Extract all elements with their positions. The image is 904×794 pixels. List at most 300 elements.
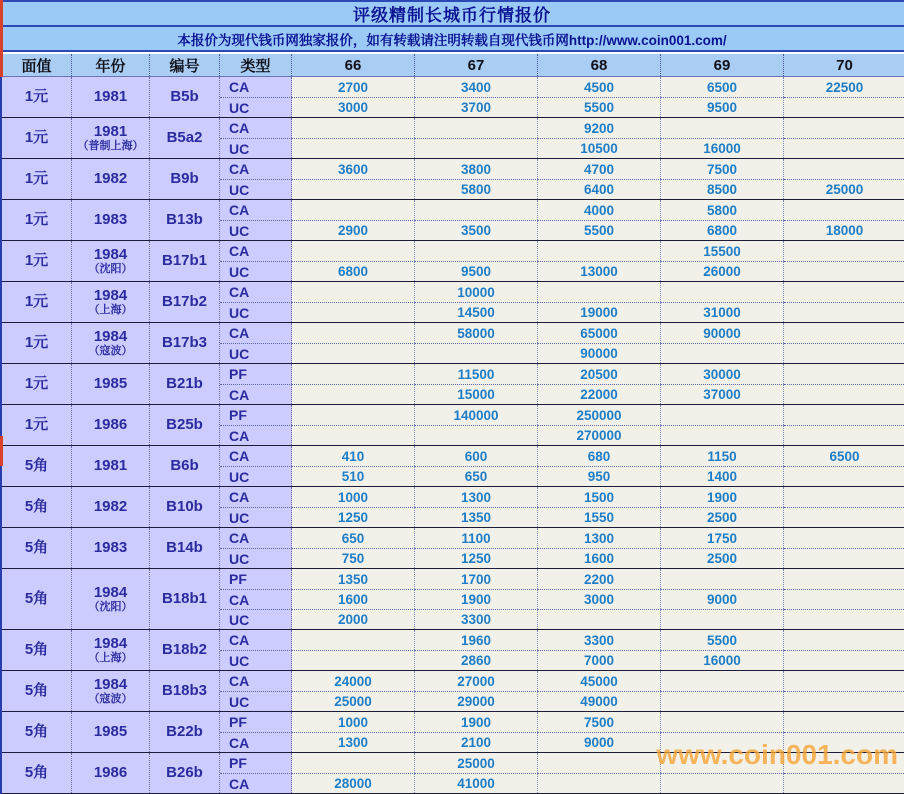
price-cell-B6b-UC-69: 1400 xyxy=(661,466,784,486)
coin-group-B22b xyxy=(2,712,904,753)
price-cell-B17b1-CA-67 xyxy=(415,241,538,261)
year-cell xyxy=(72,630,150,670)
price-cell-B5b-CA-68: 4500 xyxy=(538,77,661,97)
price-cell-B5b-UC-68: 5500 xyxy=(538,97,661,117)
type-cell-B21b-CA: CA xyxy=(220,384,292,404)
year-text: 1984 xyxy=(93,328,128,346)
price-cell-B14b-UC-70 xyxy=(784,548,904,568)
year-text: 1984 xyxy=(93,635,128,653)
price-cell-B18b3-CA-66: 24000 xyxy=(292,671,415,691)
price-cell-B17b1-UC-66: 6800 xyxy=(292,261,415,281)
type-cell-B5a2-UC: UC xyxy=(220,138,292,158)
price-cell-B6b-UC-68: 950 xyxy=(538,466,661,486)
price-cell-B9b-UC-70: 25000 xyxy=(784,179,904,199)
year-text: 1982 xyxy=(93,498,128,516)
price-cell-B18b1-UC-70 xyxy=(784,609,904,629)
type-cell-B6b-UC: UC xyxy=(220,466,292,486)
price-cell-B9b-UC-69: 8500 xyxy=(661,179,784,199)
price-cell-B18b1-CA-66: 1600 xyxy=(292,589,415,609)
face-value-cell: 1元 xyxy=(2,405,72,445)
type-cell-B5a2-CA: CA xyxy=(220,118,292,138)
coin-group-B6b xyxy=(2,446,904,487)
price-cell-B14b-CA-69: 1750 xyxy=(661,528,784,548)
price-cell-B17b2-UC-70 xyxy=(784,302,904,322)
code-cell: B17b3 xyxy=(150,323,220,363)
mint-note: （寇波） xyxy=(88,693,133,706)
price-cell-B17b3-UC-67 xyxy=(415,343,538,363)
price-cell-B17b1-CA-69: 15500 xyxy=(661,241,784,261)
type-cell-B17b1-CA: CA xyxy=(220,241,292,261)
price-cell-B25b-CA-69 xyxy=(661,425,784,445)
code-cell: B6b xyxy=(150,446,220,486)
type-cell-B10b-UC: UC xyxy=(220,507,292,527)
type-cell-B5b-UC: UC xyxy=(220,97,292,117)
code-cell: B25b xyxy=(150,405,220,445)
price-cell-B18b2-CA-66 xyxy=(292,630,415,650)
price-cell-B21b-CA-68: 22000 xyxy=(538,384,661,404)
year-text: 1986 xyxy=(93,416,128,434)
price-cell-B5b-UC-70 xyxy=(784,97,904,117)
price-cell-B18b1-CA-68: 3000 xyxy=(538,589,661,609)
price-cell-B10b-UC-70 xyxy=(784,507,904,527)
price-cell-B17b1-CA-68 xyxy=(538,241,661,261)
year-cell xyxy=(72,241,150,281)
price-cell-B21b-CA-69: 37000 xyxy=(661,384,784,404)
type-cell-B22b-CA: CA xyxy=(220,732,292,752)
price-cell-B22b-CA-70 xyxy=(784,732,904,752)
price-cell-B22b-PF-66: 1000 xyxy=(292,712,415,732)
price-cell-B18b1-PF-69 xyxy=(661,569,784,589)
price-cell-B18b3-UC-68: 49000 xyxy=(538,691,661,711)
type-cell-B18b1-CA: CA xyxy=(220,589,292,609)
price-cell-B18b2-UC-69: 16000 xyxy=(661,650,784,670)
price-cell-B5b-CA-70: 22500 xyxy=(784,77,904,97)
price-cell-B17b3-CA-68: 65000 xyxy=(538,323,661,343)
type-cell-B10b-CA: CA xyxy=(220,487,292,507)
price-cell-B5a2-CA-68: 9200 xyxy=(538,118,661,138)
code-cell: B10b xyxy=(150,487,220,527)
coin-group-B10b xyxy=(2,487,904,528)
price-cell-B26b-PF-69 xyxy=(661,753,784,773)
year-cell xyxy=(72,282,150,322)
year-cell xyxy=(72,712,150,752)
year-text: 1981 xyxy=(93,123,128,141)
price-cell-B13b-UC-66: 2900 xyxy=(292,220,415,240)
mint-note: （寇波） xyxy=(88,345,133,358)
price-cell-B14b-UC-67: 1250 xyxy=(415,548,538,568)
price-cell-B17b3-CA-70 xyxy=(784,323,904,343)
price-cell-B13b-UC-69: 6800 xyxy=(661,220,784,240)
price-cell-B26b-CA-69 xyxy=(661,773,784,793)
coin-group-B5b xyxy=(2,77,904,118)
column-header-67: 67 xyxy=(415,54,538,76)
price-cell-B5b-UC-67: 3700 xyxy=(415,97,538,117)
column-header-70: 70 xyxy=(784,54,904,76)
face-value-cell: 5角 xyxy=(2,569,72,629)
price-cell-B5a2-UC-69: 16000 xyxy=(661,138,784,158)
price-cell-B21b-CA-66 xyxy=(292,384,415,404)
price-cell-B22b-PF-68: 7500 xyxy=(538,712,661,732)
price-cell-B14b-CA-66: 650 xyxy=(292,528,415,548)
price-cell-B17b3-CA-69: 90000 xyxy=(661,323,784,343)
price-cell-B14b-UC-66: 750 xyxy=(292,548,415,568)
price-cell-B6b-CA-68: 680 xyxy=(538,446,661,466)
price-cell-B5b-UC-69: 9500 xyxy=(661,97,784,117)
price-cell-B22b-CA-66: 1300 xyxy=(292,732,415,752)
price-cell-B13b-CA-69: 5800 xyxy=(661,200,784,220)
price-cell-B26b-CA-67: 41000 xyxy=(415,773,538,793)
year-cell xyxy=(72,671,150,711)
coin-group-B9b xyxy=(2,159,904,200)
coin-group-B18b1 xyxy=(2,569,904,630)
price-cell-B17b3-UC-66 xyxy=(292,343,415,363)
mint-note: （沈阳） xyxy=(88,263,133,276)
price-cell-B18b3-UC-66: 25000 xyxy=(292,691,415,711)
type-cell-B18b3-CA: CA xyxy=(220,671,292,691)
type-cell-B17b3-UC: UC xyxy=(220,343,292,363)
price-cell-B26b-PF-70 xyxy=(784,753,904,773)
face-value-cell: 1元 xyxy=(2,323,72,363)
price-cell-B9b-CA-66: 3600 xyxy=(292,159,415,179)
price-cell-B9b-UC-68: 6400 xyxy=(538,179,661,199)
price-cell-B5a2-UC-67 xyxy=(415,138,538,158)
face-value-cell: 5角 xyxy=(2,528,72,568)
year-text: 1984 xyxy=(93,287,128,305)
price-cell-B17b3-UC-68: 90000 xyxy=(538,343,661,363)
type-cell-B13b-CA: CA xyxy=(220,200,292,220)
year-text: 1983 xyxy=(93,211,128,229)
price-cell-B17b1-CA-70 xyxy=(784,241,904,261)
type-cell-B22b-PF: PF xyxy=(220,712,292,732)
face-value-cell: 5角 xyxy=(2,671,72,711)
face-value-cell: 1元 xyxy=(2,159,72,199)
price-cell-B18b1-PF-68: 2200 xyxy=(538,569,661,589)
price-cell-B22b-PF-67: 1900 xyxy=(415,712,538,732)
price-cell-B25b-PF-68: 250000 xyxy=(538,405,661,425)
type-cell-B9b-UC: UC xyxy=(220,179,292,199)
price-cell-B18b1-UC-69 xyxy=(661,609,784,629)
price-cell-B17b3-CA-66 xyxy=(292,323,415,343)
price-cell-B5a2-CA-69 xyxy=(661,118,784,138)
column-header-编号: 编号 xyxy=(150,54,220,76)
price-cell-B13b-UC-70: 18000 xyxy=(784,220,904,240)
price-cell-B18b1-UC-67: 3300 xyxy=(415,609,538,629)
price-cell-B17b2-UC-66 xyxy=(292,302,415,322)
price-cell-B14b-CA-70 xyxy=(784,528,904,548)
price-cell-B25b-CA-67 xyxy=(415,425,538,445)
page-title: 评级精制长城币行情报价 xyxy=(0,0,904,27)
price-cell-B10b-CA-68: 1500 xyxy=(538,487,661,507)
type-cell-B26b-PF: PF xyxy=(220,753,292,773)
price-cell-B25b-PF-67: 140000 xyxy=(415,405,538,425)
price-cell-B13b-CA-70 xyxy=(784,200,904,220)
price-cell-B21b-CA-70 xyxy=(784,384,904,404)
coin-group-B25b xyxy=(2,405,904,446)
price-cell-B26b-CA-68 xyxy=(538,773,661,793)
price-cell-B17b1-UC-69: 26000 xyxy=(661,261,784,281)
price-cell-B18b1-CA-67: 1900 xyxy=(415,589,538,609)
price-cell-B18b1-UC-66: 2000 xyxy=(292,609,415,629)
year-text: 1985 xyxy=(93,375,128,393)
price-cell-B18b2-UC-68: 7000 xyxy=(538,650,661,670)
face-value-cell: 1元 xyxy=(2,364,72,404)
table-header-row xyxy=(0,54,904,77)
price-cell-B18b2-CA-67: 1960 xyxy=(415,630,538,650)
price-cell-B6b-UC-70 xyxy=(784,466,904,486)
price-cell-B25b-CA-68: 270000 xyxy=(538,425,661,445)
column-header-66: 66 xyxy=(292,54,415,76)
price-cell-B18b1-PF-67: 1700 xyxy=(415,569,538,589)
price-cell-B17b2-CA-68 xyxy=(538,282,661,302)
price-cell-B10b-CA-70 xyxy=(784,487,904,507)
price-cell-B22b-PF-69 xyxy=(661,712,784,732)
face-value-cell: 1元 xyxy=(2,118,72,158)
mint-note: （上海） xyxy=(88,304,133,317)
price-cell-B18b3-CA-69 xyxy=(661,671,784,691)
coin-group-B26b xyxy=(2,753,904,794)
red-left-accent-mid xyxy=(0,436,3,466)
price-cell-B17b3-UC-70 xyxy=(784,343,904,363)
year-cell xyxy=(72,77,150,117)
type-cell-B25b-PF: PF xyxy=(220,405,292,425)
price-cell-B14b-CA-68: 1300 xyxy=(538,528,661,548)
price-cell-B10b-UC-66: 1250 xyxy=(292,507,415,527)
type-cell-B18b1-UC: UC xyxy=(220,609,292,629)
year-cell xyxy=(72,528,150,568)
price-cell-B18b1-PF-66: 1350 xyxy=(292,569,415,589)
type-cell-B17b2-CA: CA xyxy=(220,282,292,302)
year-text: 1986 xyxy=(93,764,128,782)
price-cell-B18b3-CA-70 xyxy=(784,671,904,691)
face-value-cell: 5角 xyxy=(2,487,72,527)
face-value-cell: 5角 xyxy=(2,630,72,670)
column-header-68: 68 xyxy=(538,54,661,76)
year-cell xyxy=(72,364,150,404)
price-cell-B13b-CA-66 xyxy=(292,200,415,220)
coin-group-B17b1 xyxy=(2,241,904,282)
price-cell-B18b2-UC-67: 2860 xyxy=(415,650,538,670)
code-cell: B5b xyxy=(150,77,220,117)
price-cell-B21b-PF-67: 11500 xyxy=(415,364,538,384)
price-cell-B25b-PF-70 xyxy=(784,405,904,425)
year-text: 1985 xyxy=(93,723,128,741)
column-header-69: 69 xyxy=(661,54,784,76)
price-cell-B26b-CA-66: 28000 xyxy=(292,773,415,793)
face-value-cell: 1元 xyxy=(2,282,72,322)
price-cell-B6b-CA-69: 1150 xyxy=(661,446,784,466)
code-cell: B18b2 xyxy=(150,630,220,670)
coin-group-B14b xyxy=(2,528,904,569)
year-cell xyxy=(72,753,150,793)
price-cell-B9b-UC-67: 5800 xyxy=(415,179,538,199)
year-text: 1982 xyxy=(93,170,128,188)
code-cell: B17b2 xyxy=(150,282,220,322)
price-cell-B17b2-CA-69 xyxy=(661,282,784,302)
price-cell-B5b-CA-66: 2700 xyxy=(292,77,415,97)
face-value-cell: 1元 xyxy=(2,241,72,281)
price-cell-B17b2-UC-67: 14500 xyxy=(415,302,538,322)
type-cell-B18b3-UC: UC xyxy=(220,691,292,711)
coin-group-B17b3 xyxy=(2,323,904,364)
page-subtitle: 本报价为现代钱币网独家报价，如有转载请注明转载自现代钱币网http://www.coin001.com/ xyxy=(0,27,904,52)
price-cell-B14b-CA-67: 1100 xyxy=(415,528,538,548)
price-cell-B9b-CA-68: 4700 xyxy=(538,159,661,179)
price-cell-B25b-PF-69 xyxy=(661,405,784,425)
year-text: 1984 xyxy=(93,246,128,264)
price-cell-B17b1-CA-66 xyxy=(292,241,415,261)
price-cell-B10b-UC-68: 1550 xyxy=(538,507,661,527)
price-cell-B21b-CA-67: 15000 xyxy=(415,384,538,404)
price-cell-B18b1-UC-68 xyxy=(538,609,661,629)
price-cell-B5a2-CA-70 xyxy=(784,118,904,138)
code-cell: B5a2 xyxy=(150,118,220,158)
code-cell: B13b xyxy=(150,200,220,240)
price-cell-B25b-CA-70 xyxy=(784,425,904,445)
price-cell-B13b-CA-68: 4000 xyxy=(538,200,661,220)
price-cell-B10b-CA-69: 1900 xyxy=(661,487,784,507)
price-cell-B17b2-CA-67: 10000 xyxy=(415,282,538,302)
type-cell-B17b1-UC: UC xyxy=(220,261,292,281)
type-cell-B25b-CA: CA xyxy=(220,425,292,445)
price-cell-B18b1-PF-70 xyxy=(784,569,904,589)
price-cell-B5b-CA-69: 6500 xyxy=(661,77,784,97)
price-cell-B6b-UC-67: 650 xyxy=(415,466,538,486)
price-cell-B21b-PF-68: 20500 xyxy=(538,364,661,384)
code-cell: B18b3 xyxy=(150,671,220,711)
price-cell-B25b-PF-66 xyxy=(292,405,415,425)
table-body xyxy=(0,77,904,794)
price-cell-B22b-CA-69 xyxy=(661,732,784,752)
column-header-面值: 面值 xyxy=(2,54,72,76)
price-cell-B17b3-CA-67: 58000 xyxy=(415,323,538,343)
red-left-accent-top xyxy=(0,0,3,77)
type-cell-B26b-CA: CA xyxy=(220,773,292,793)
price-cell-B9b-CA-67: 3800 xyxy=(415,159,538,179)
price-cell-B18b1-CA-69: 9000 xyxy=(661,589,784,609)
price-cell-B18b3-CA-68: 45000 xyxy=(538,671,661,691)
price-cell-B18b2-CA-70 xyxy=(784,630,904,650)
price-cell-B5a2-CA-66 xyxy=(292,118,415,138)
face-value-cell: 5角 xyxy=(2,712,72,752)
coin-group-B5a2 xyxy=(2,118,904,159)
price-cell-B17b2-CA-70 xyxy=(784,282,904,302)
price-cell-B5a2-UC-70 xyxy=(784,138,904,158)
price-cell-B21b-PF-70 xyxy=(784,364,904,384)
year-cell xyxy=(72,159,150,199)
price-cell-B6b-UC-66: 510 xyxy=(292,466,415,486)
code-cell: B9b xyxy=(150,159,220,199)
year-cell xyxy=(72,118,150,158)
price-cell-B18b2-CA-68: 3300 xyxy=(538,630,661,650)
price-cell-B5b-UC-66: 3000 xyxy=(292,97,415,117)
code-cell: B14b xyxy=(150,528,220,568)
coin-group-B21b xyxy=(2,364,904,405)
type-cell-B18b2-CA: CA xyxy=(220,630,292,650)
price-cell-B18b3-CA-67: 27000 xyxy=(415,671,538,691)
price-cell-B13b-UC-68: 5500 xyxy=(538,220,661,240)
price-cell-B5a2-UC-66 xyxy=(292,138,415,158)
price-cell-B17b1-UC-70 xyxy=(784,261,904,281)
price-cell-B6b-CA-70: 6500 xyxy=(784,446,904,466)
type-cell-B9b-CA: CA xyxy=(220,159,292,179)
price-cell-B26b-PF-67: 25000 xyxy=(415,753,538,773)
price-cell-B9b-UC-66 xyxy=(292,179,415,199)
price-cell-B9b-CA-69: 7500 xyxy=(661,159,784,179)
year-text: 1981 xyxy=(93,457,128,475)
price-cell-B26b-PF-68 xyxy=(538,753,661,773)
mint-note: （普制上海） xyxy=(77,140,144,153)
coin-group-B18b3 xyxy=(2,671,904,712)
code-cell: B26b xyxy=(150,753,220,793)
year-cell xyxy=(72,569,150,629)
price-cell-B17b2-CA-66 xyxy=(292,282,415,302)
price-cell-B18b3-UC-70 xyxy=(784,691,904,711)
type-cell-B6b-CA: CA xyxy=(220,446,292,466)
type-cell-B14b-UC: UC xyxy=(220,548,292,568)
price-cell-B18b2-UC-66 xyxy=(292,650,415,670)
price-cell-B21b-PF-69: 30000 xyxy=(661,364,784,384)
price-cell-B10b-CA-66: 1000 xyxy=(292,487,415,507)
price-cell-B18b3-UC-69 xyxy=(661,691,784,711)
price-cell-B21b-PF-66 xyxy=(292,364,415,384)
price-cell-B14b-UC-69: 2500 xyxy=(661,548,784,568)
code-cell: B18b1 xyxy=(150,569,220,629)
type-cell-B13b-UC: UC xyxy=(220,220,292,240)
face-value-cell: 5角 xyxy=(2,753,72,793)
price-cell-B10b-UC-67: 1350 xyxy=(415,507,538,527)
price-cell-B22b-CA-67: 2100 xyxy=(415,732,538,752)
price-cell-B14b-UC-68: 1600 xyxy=(538,548,661,568)
price-cell-B18b2-CA-69: 5500 xyxy=(661,630,784,650)
price-cell-B18b1-CA-70 xyxy=(784,589,904,609)
year-text: 1981 xyxy=(93,88,128,106)
year-text: 1984 xyxy=(93,676,128,694)
price-cell-B13b-UC-67: 3500 xyxy=(415,220,538,240)
price-cell-B17b1-UC-68: 13000 xyxy=(538,261,661,281)
mint-note: （上海） xyxy=(88,652,133,665)
year-cell xyxy=(72,405,150,445)
price-cell-B5a2-CA-67 xyxy=(415,118,538,138)
year-text: 1983 xyxy=(93,539,128,557)
year-cell xyxy=(72,323,150,363)
type-cell-B17b3-CA: CA xyxy=(220,323,292,343)
column-header-年份: 年份 xyxy=(72,54,150,76)
code-cell: B22b xyxy=(150,712,220,752)
type-cell-B21b-PF: PF xyxy=(220,364,292,384)
face-value-cell: 1元 xyxy=(2,200,72,240)
mint-note: （沈阳） xyxy=(88,601,133,614)
year-cell xyxy=(72,487,150,527)
type-cell-B17b2-UC: UC xyxy=(220,302,292,322)
year-cell xyxy=(72,446,150,486)
type-cell-B18b2-UC: UC xyxy=(220,650,292,670)
coin-group-B17b2 xyxy=(2,282,904,323)
column-header-类型: 类型 xyxy=(220,54,292,76)
code-cell: B21b xyxy=(150,364,220,404)
year-text: 1984 xyxy=(93,584,128,602)
price-cell-B9b-CA-70 xyxy=(784,159,904,179)
price-cell-B5b-CA-67: 3400 xyxy=(415,77,538,97)
price-cell-B26b-PF-66 xyxy=(292,753,415,773)
price-cell-B18b2-UC-70 xyxy=(784,650,904,670)
price-cell-B22b-CA-68: 9000 xyxy=(538,732,661,752)
price-cell-B10b-UC-69: 2500 xyxy=(661,507,784,527)
year-cell xyxy=(72,200,150,240)
price-cell-B26b-CA-70 xyxy=(784,773,904,793)
face-value-cell: 1元 xyxy=(2,77,72,117)
price-cell-B17b3-UC-69 xyxy=(661,343,784,363)
code-cell: B17b1 xyxy=(150,241,220,281)
